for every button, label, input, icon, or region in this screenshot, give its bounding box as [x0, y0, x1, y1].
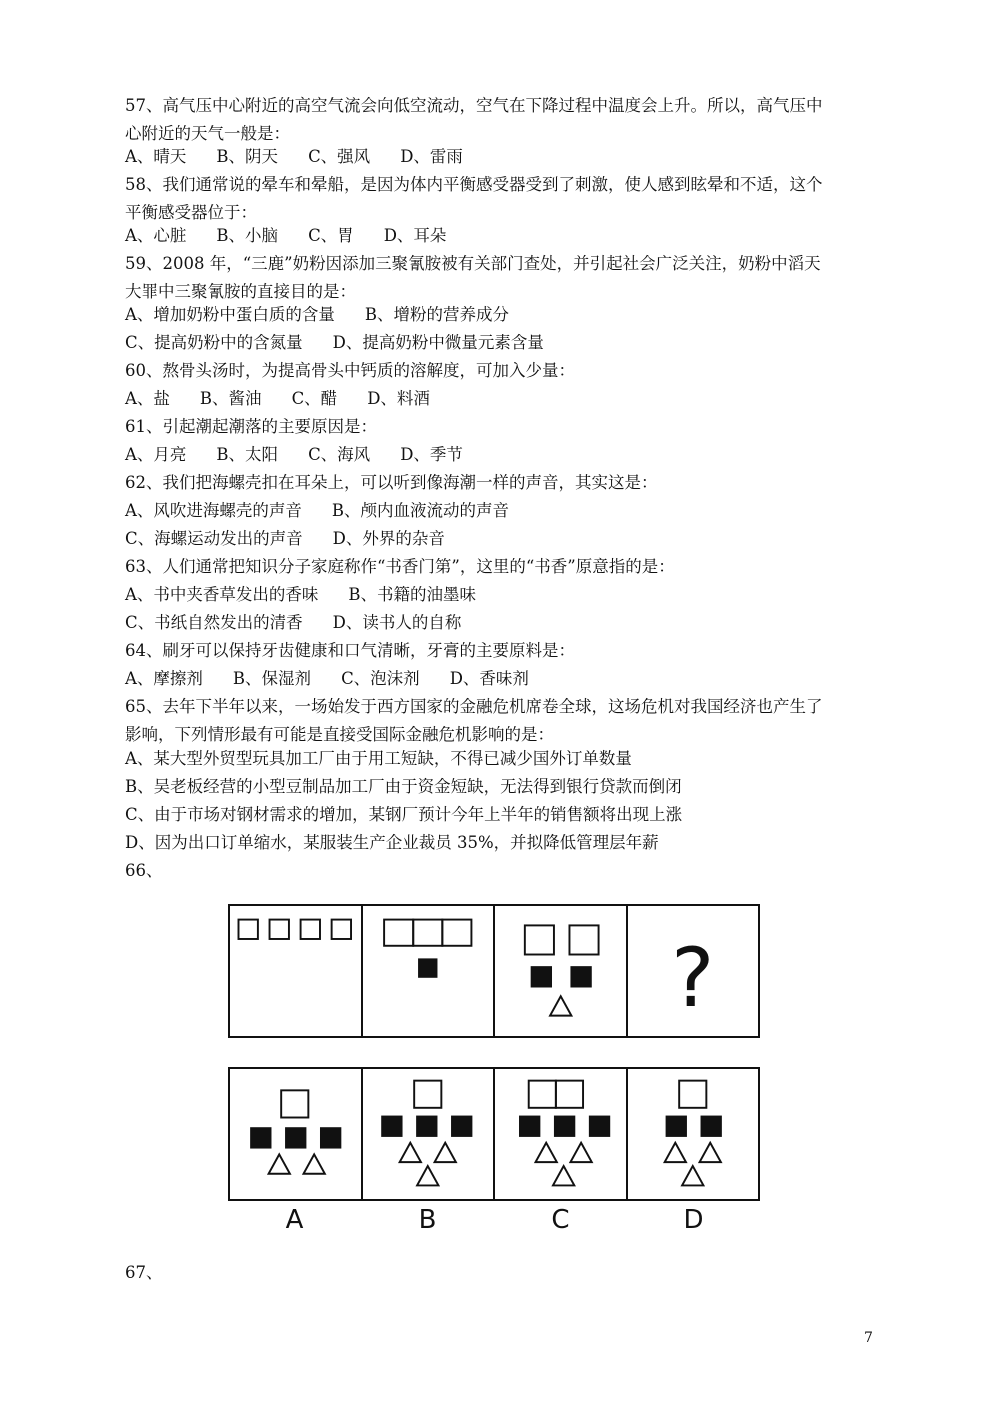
- option: B、酱油: [199, 389, 262, 408]
- black-square: [285, 1127, 306, 1148]
- option: D、提高奶粉中微量元素含量: [332, 333, 544, 352]
- question-line: 59、2008 年，“三鹿”奶粉因添加三聚氰胺被有关部门查处，并引起社会广泛关注，奶粉中滔天: [125, 254, 821, 273]
- option: A、月亮: [125, 445, 187, 464]
- black-square: [570, 966, 591, 987]
- option: B、书籍的油墨味: [348, 585, 477, 604]
- white-triangle: [536, 1143, 557, 1162]
- answer-choice-a[interactable]: [230, 1069, 363, 1199]
- question-66-label: 66、: [125, 861, 163, 880]
- white-square: [569, 925, 598, 954]
- option: C、书纸自然发出的清香: [125, 613, 303, 632]
- option: B、小脑: [216, 226, 279, 245]
- answer-letters: [228, 1205, 760, 1235]
- answer-letter-d: D: [683, 1205, 704, 1235]
- white-square: [525, 925, 554, 954]
- question-67-label: 67、: [125, 1263, 163, 1282]
- two-squares-two-black-triangle-figure: [495, 906, 626, 1036]
- option: B、吴老板经营的小型豆制品加工厂由于资金短缺，无法得到银行贷款而倒闭: [125, 777, 682, 796]
- white-square: [270, 920, 289, 939]
- black-square: [250, 1127, 271, 1148]
- question-62-options-row-1: [125, 497, 539, 525]
- black-square: [381, 1116, 402, 1137]
- question-59-options-row-2: [125, 329, 574, 357]
- white-square: [556, 1081, 583, 1108]
- option: A、晴天: [125, 147, 187, 166]
- question-65-option-a: [125, 745, 662, 773]
- question-mark: ?: [670, 930, 714, 1026]
- black-square: [451, 1116, 472, 1137]
- white-square: [442, 920, 471, 946]
- four-squares-figure: [230, 906, 361, 1036]
- page-number: 7: [864, 1330, 873, 1346]
- black-square: [665, 1116, 686, 1137]
- white-triangle: [550, 996, 571, 1015]
- option: D、香味剂: [449, 669, 529, 688]
- option: C、醋: [291, 389, 338, 408]
- question-62-text: [125, 469, 875, 497]
- question-61-text: [125, 413, 875, 441]
- white-triangle: [570, 1143, 591, 1162]
- question-line: 60、熬骨头汤时，为提高骨头中钙质的溶解度，可加入少量：: [125, 361, 575, 380]
- option: B、颅内血液流动的声音: [331, 501, 510, 520]
- white-square: [413, 920, 442, 946]
- option: B、增粉的营养成分: [364, 305, 510, 324]
- option: A、某大型外贸型玩具加工厂由于用工短缺，不得已减少国外订单数量: [125, 749, 632, 768]
- question-61-options: [125, 441, 493, 469]
- option: D、读书人的自称: [332, 613, 462, 632]
- question-63-options-row-1: [125, 581, 506, 609]
- question-line: 64、刷牙可以保持牙齿健康和口气清晰，牙膏的主要原料是：: [125, 641, 575, 660]
- option: D、料酒: [367, 389, 430, 408]
- white-square: [384, 920, 413, 946]
- white-triangle: [682, 1166, 703, 1185]
- black-square: [700, 1116, 721, 1137]
- question-57-text: [125, 92, 875, 148]
- white-square: [238, 920, 257, 939]
- answer-choice-d[interactable]: [628, 1069, 759, 1199]
- black-square: [416, 1116, 437, 1137]
- option: B、太阳: [216, 445, 279, 464]
- answer-choice-c[interactable]: [495, 1069, 628, 1199]
- option: D、季节: [400, 445, 463, 464]
- white-triangle: [699, 1143, 720, 1162]
- option: D、因为出口订单缩水，某服装生产企业裁员 35%，并拟降低管理层年薪: [125, 833, 659, 852]
- question-63-text: [125, 553, 875, 581]
- option: C、提高奶粉中的含氮量: [125, 333, 303, 352]
- sequence-cell-2: [363, 906, 496, 1036]
- question-line: 65、去年下半年以来，一场始发于西方国家的金融危机席卷全球，这场危机对我国经济也产生了: [125, 697, 823, 716]
- choice-d-figure: [628, 1069, 759, 1199]
- white-square: [679, 1081, 706, 1108]
- sequence-cell-3: [495, 906, 628, 1036]
- question-line: 平衡感受器位于：: [125, 203, 257, 222]
- question-65-option-b: [125, 773, 712, 801]
- question-line: 大罪中三聚氰胺的直接目的是：: [125, 282, 356, 301]
- question-line: 57、高气压中心附近的高空气流会向低空流动，空气在下降过程中温度会上升。所以，高气压中: [125, 96, 823, 115]
- question-64-text: [125, 637, 875, 665]
- question-line: 心附近的天气一般是：: [125, 124, 290, 143]
- white-triangle: [434, 1143, 455, 1162]
- option: D、雷雨: [400, 147, 463, 166]
- option: D、外界的杂音: [332, 529, 445, 548]
- white-square: [529, 1081, 556, 1108]
- option: A、风吹进海螺壳的声音: [125, 501, 302, 520]
- question-62-options-row-2: [125, 525, 475, 553]
- option: C、由于市场对钢材需求的增加，某钢厂预计今年上半年的销售额将出现上涨: [125, 805, 683, 824]
- question-60-options: [125, 385, 460, 413]
- option: A、书中夹香草发出的香味: [125, 585, 319, 604]
- question-line: 影响，下列情形最有可能是直接受国际金融危机影响的是：: [125, 725, 554, 744]
- choice-a-figure: [230, 1069, 361, 1199]
- white-square: [414, 1081, 441, 1108]
- question-mark-figure: [628, 906, 759, 1036]
- white-triangle: [399, 1143, 420, 1162]
- question-58-options: [125, 222, 476, 250]
- choice-b-figure: [363, 1069, 494, 1199]
- question-line: 63、人们通常把知识分子家庭称作“书香门第”，这里的“书香”原意指的是：: [125, 557, 675, 576]
- question-57-options: [125, 143, 493, 171]
- question-59-text: [125, 250, 875, 306]
- white-triangle: [553, 1166, 574, 1185]
- black-square: [320, 1127, 341, 1148]
- option: A、摩擦剂: [125, 669, 203, 688]
- sequence-cell-1: [230, 906, 363, 1036]
- black-square: [589, 1116, 610, 1137]
- option: C、胃: [308, 226, 354, 245]
- option: B、保湿剂: [232, 669, 312, 688]
- answer-letter-c: C: [551, 1205, 570, 1235]
- question-58-text: [125, 171, 875, 227]
- question-60-text: [125, 357, 875, 385]
- option: A、盐: [125, 389, 170, 408]
- question-line: 62、我们把海螺壳扣在耳朵上，可以听到像海潮一样的声音，其实这是：: [125, 473, 658, 492]
- answer-letter-b: B: [418, 1205, 437, 1235]
- pattern-sequence: [228, 904, 760, 1038]
- option: C、海螺运动发出的声音: [125, 529, 303, 548]
- choice-c-figure: [495, 1069, 626, 1199]
- black-square: [531, 966, 552, 987]
- question-line: 61、引起潮起潮落的主要原因是：: [125, 417, 377, 436]
- question-65-option-d: [125, 829, 689, 857]
- white-triangle: [303, 1154, 324, 1173]
- white-square: [332, 920, 351, 939]
- question-63-options-row-2: [125, 609, 491, 637]
- option: D、耳朵: [383, 226, 447, 245]
- white-square: [281, 1090, 308, 1117]
- three-squares-one-black-figure: [363, 906, 494, 1036]
- black-square: [519, 1116, 540, 1137]
- white-square: [301, 920, 320, 939]
- question-64-options: [125, 665, 559, 693]
- black-square: [554, 1116, 575, 1137]
- answer-letter-a: A: [285, 1205, 304, 1235]
- option: C、海风: [308, 445, 371, 464]
- white-triangle: [417, 1166, 438, 1185]
- question-65-text: [125, 693, 875, 749]
- black-square: [418, 958, 437, 977]
- option: A、增加奶粉中蛋白质的含量: [125, 305, 335, 324]
- white-triangle: [664, 1143, 685, 1162]
- option: C、泡沫剂: [341, 669, 420, 688]
- white-triangle: [269, 1154, 290, 1173]
- option: A、心脏: [125, 226, 187, 245]
- option: B、阴天: [216, 147, 279, 166]
- question-59-options-row-1: [125, 301, 539, 329]
- sequence-cell-4: [628, 906, 759, 1036]
- option: C、强风: [308, 147, 371, 166]
- question-line: 58、我们通常说的晕车和晕船，是因为体内平衡感受器受到了刺激，使人感到眩晕和不适，这个: [125, 175, 823, 194]
- question-65-option-c: [125, 801, 712, 829]
- answer-choice-b[interactable]: [363, 1069, 496, 1199]
- answer-choices: [228, 1067, 760, 1201]
